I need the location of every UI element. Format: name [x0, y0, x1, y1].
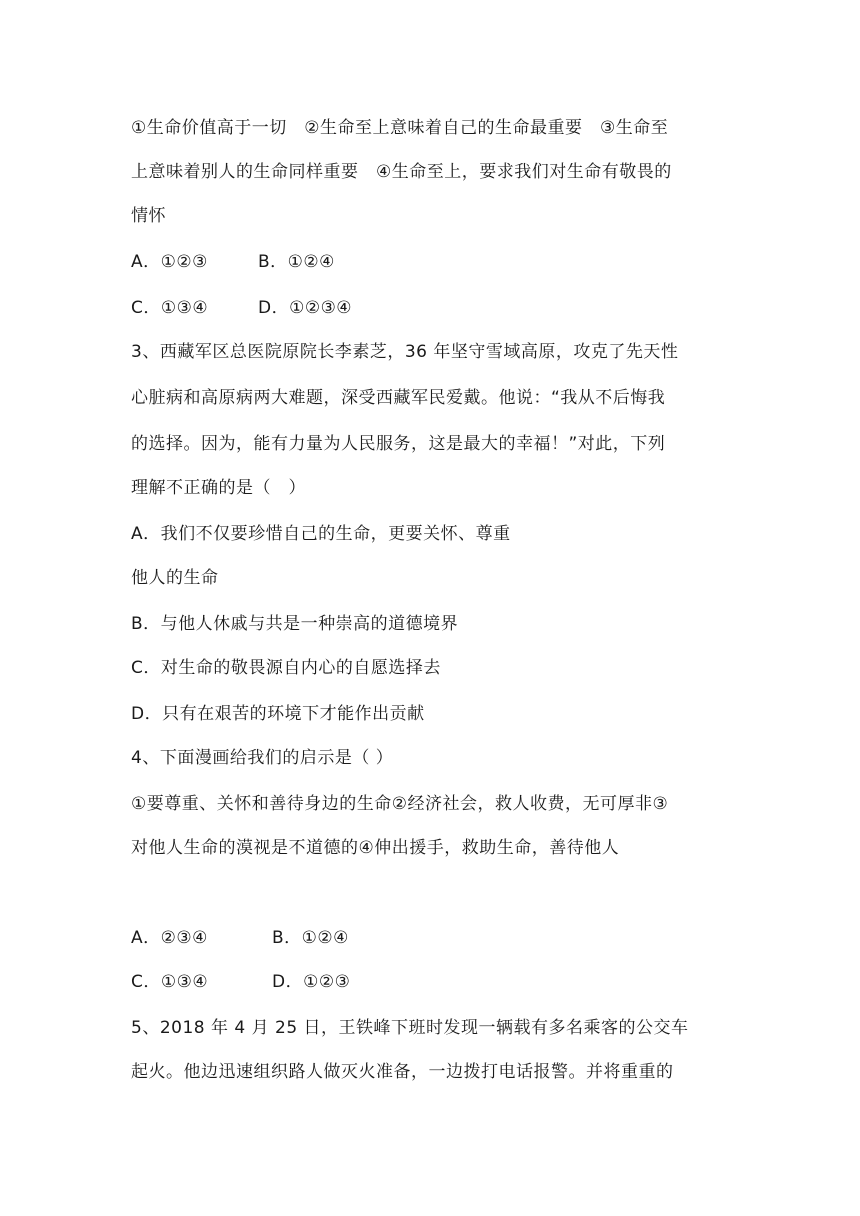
q3-stem-line-3: 的选择。因为，能有力量为人民服务，这是最大的幸福！”对此，下列 — [131, 434, 666, 454]
q4-option-d: D．①②③ — [272, 972, 351, 992]
q3-stem-line-2: 心脏病和高原病两大难题，深受西藏军民爱戴。他说：“我从不后悔我 — [131, 388, 666, 408]
q4-stem: 4、下面漫画给我们的启示是（ ） — [131, 748, 394, 768]
q3-option-a-line-1: A．我们不仅要珍惜自己的生命，更要关怀、尊重 — [131, 524, 511, 544]
q2-statements-line-3: 情怀 — [131, 206, 166, 226]
q4-statements-line-2: 对他人生命的漠视是不道德的④伸出援手，救助生命，善待他人 — [131, 838, 620, 858]
q3-option-d: D．只有在艰苦的环境下才能作出贡献 — [131, 704, 425, 724]
q2-option-b: B．①②④ — [258, 252, 335, 272]
q2-statements-line-1: ①生命价值高于一切 ②生命至上意味着自己的生命最重要 ③生命至 — [131, 118, 669, 138]
q4-option-b: B．①②④ — [272, 928, 349, 948]
q3-option-a-line-2: 他人的生命 — [131, 568, 219, 588]
q4-statements-line-1: ①要尊重、关怀和善待身边的生命②经济社会，救人收费，无可厚非③ — [131, 794, 669, 814]
q3-stem-line-1: 3、西藏军区总医院原院长李素芝，36 年坚守雪域高原，攻克了先天性 — [131, 342, 679, 362]
q4-option-c: C．①③④ — [131, 972, 209, 992]
q2-option-a: A．①②③ — [131, 252, 208, 272]
q5-stem-line-1: 5、2018 年 4 月 25 日，王铁峰下班时发现一辆载有多名乘客的公交车 — [131, 1018, 689, 1038]
q2-option-d: D．①②③④ — [258, 298, 353, 318]
q2-statements-line-2: 上意味着别人的生命同样重要 ④生命至上，要求我们对生命有敬畏的 — [131, 162, 672, 182]
q3-stem-line-4: 理解不正确的是（ ） — [131, 478, 306, 498]
q4-option-a: A．②③④ — [131, 928, 208, 948]
q2-option-c: C．①③④ — [131, 298, 209, 318]
q3-option-c: C．对生命的敬畏源自内心的自愿选择去 — [131, 658, 441, 678]
q3-option-b: B．与他人休戚与共是一种崇高的道德境界 — [131, 614, 459, 634]
q5-stem-line-2: 起火。他边迅速组织路人做灭火准备，一边拨打电话报警。并将重重的 — [131, 1062, 674, 1082]
